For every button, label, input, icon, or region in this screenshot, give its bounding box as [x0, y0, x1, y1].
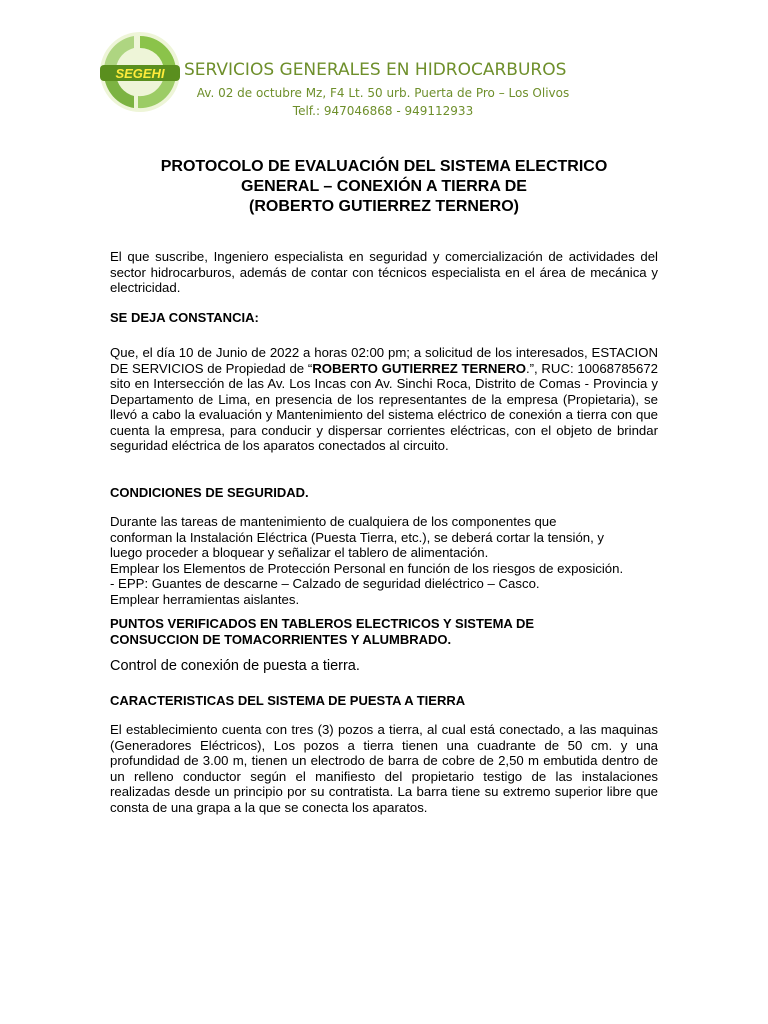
company-logo	[98, 30, 182, 114]
seguridad-line-5: - EPP: Guantes de descarne – Calzado de seguridad dieléctrico – Casco.	[110, 576, 540, 591]
seguridad-heading: CONDICIONES DE SEGURIDAD.	[110, 485, 309, 500]
logo-text: SEGEHI	[115, 66, 165, 81]
puntos-heading	[110, 616, 534, 648]
owner-name: ROBERTO GUTIERREZ TERNERO	[312, 360, 526, 376]
company-address: Av. 02 de octubre Mz, F4 Lt. 50 urb. Puerta de Pro – Los Olivos	[196, 86, 570, 100]
constancia-heading: SE DEJA CONSTANCIA:	[110, 310, 259, 325]
title-line-2: GENERAL – CONEXIÓN A TIERRA DE	[241, 178, 527, 195]
caracteristicas-paragraph: El establecimiento cuenta con tres (3) pozos a tierra, al cual está conectado, a las maquinas (Generadores Eléctricos), Los pozos a tierra tienen una cuadrante de 50 cm. y una profundidad de 3.00 m, tienen un electrodo de barra de cobre de 2,50 m embutida dentro de un relleno conductor según el manifiesto del propietario testigo de las instalaciones realizadas desde un principio por su contratista. La barra tiene su extremo superior libre que consta de una grapa a la que se conecta los aparatos.	[110, 722, 658, 815]
puntos-text: Control de conexión de puesta a tierra.	[110, 658, 360, 674]
constancia-paragraph	[110, 345, 658, 454]
company-phone: Telf.: 947046868 - 949112933	[292, 104, 474, 118]
puntos-heading-line-2: CONSUCCION DE TOMACORRIENTES Y ALUMBRADO.	[110, 632, 452, 647]
document-title	[100, 157, 668, 217]
constancia-text-before: Que, el día 10 de Junio de 2022 a horas 02:00 pm; a solicitud de los interesados, ESTACION DE SERVICIOS de Propiedad de “	[110, 345, 658, 376]
company-name: SERVICIOS GENERALES EN HIDROCARBUROS	[184, 60, 567, 80]
title-line-3: (ROBERTO GUTIERREZ TERNERO)	[249, 198, 519, 215]
seguridad-block	[110, 514, 658, 607]
caracteristicas-heading: CARACTERISTICAS DEL SISTEMA DE PUESTA A TIERRA	[110, 693, 466, 708]
seguridad-line-2: conforman la Instalación Eléctrica (Puesta Tierra, etc.), se deberá cortar la tensión, y	[110, 529, 605, 545]
title-line-1: PROTOCOLO DE EVALUACIÓN DEL SISTEMA ELECTRICO	[160, 158, 608, 175]
intro-paragraph: El que suscribe, Ingeniero especialista en seguridad y comercialización de actividades del sector hidrocarburos, además de contar con técnicos especialista en el área de mecánica y electricidad.	[110, 249, 658, 295]
seguridad-line-6: Emplear herramientas aislantes.	[110, 591, 300, 607]
constancia-text-after: .”, RUC: 10068785672 sito en Intersección de las Av. Los Incas con Av. Sinchi Roca, Distrito de Comas - Provincia y Departamento de Lima, en presencia de los representantes de la empresa (Propietaria), se llevó a cabo la evaluación y Mantenimiento del sistema eléctrico de conexión a tierra con que cuenta la empresa, para conducir y dispersar corrientes eléctricas, con el objeto de brindar seguridad eléctrica de los aparatos conectados al circuito.	[110, 360, 658, 453]
seguridad-line-1: Durante las tareas de mantenimiento de cualquiera de los componentes que	[110, 514, 557, 529]
seguridad-line-4: Emplear los Elementos de Protección Personal en función de los riesgos de exposición.	[110, 560, 624, 576]
seguridad-line-3: luego proceder a bloquear y señalizar el tablero de alimentación.	[110, 545, 489, 560]
puntos-heading-line-1: PUNTOS VERIFICADOS EN TABLEROS ELECTRICOS Y SISTEMA DE	[110, 616, 534, 631]
